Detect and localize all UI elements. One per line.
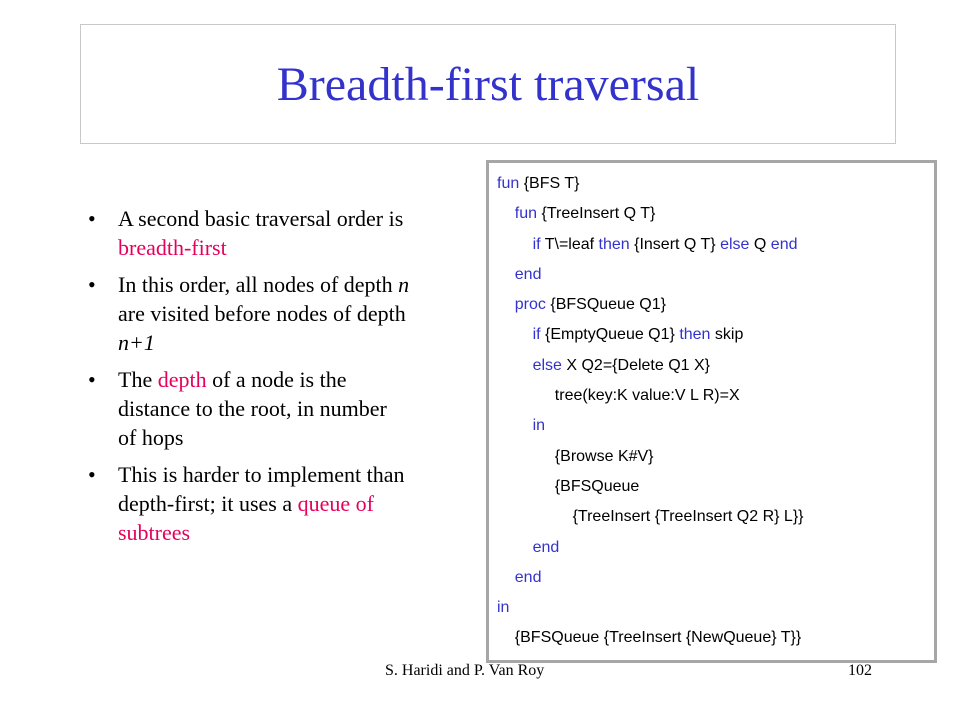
code-line: end bbox=[532, 538, 560, 556]
code-box bbox=[486, 160, 937, 663]
page-number: 102 bbox=[848, 662, 872, 679]
slide-title: Breadth-first traversal bbox=[276, 57, 700, 111]
bullet-item bbox=[80, 460, 410, 547]
bullet-highlight: breadth-first bbox=[118, 235, 227, 260]
code-line: {TreeInsert {TreeInsert Q2 R} L}} bbox=[572, 508, 804, 526]
code-line: in bbox=[532, 417, 546, 435]
bullet-item bbox=[80, 204, 410, 262]
bullet-italic: n bbox=[398, 272, 410, 297]
bullet-text: This is harder to implement than depth-first; it uses a bbox=[118, 462, 405, 516]
bullet-item bbox=[80, 270, 410, 357]
code-line: if T\=leaf then {Insert Q T} else Q end bbox=[532, 235, 798, 253]
bullet-dot: • bbox=[88, 462, 96, 487]
bullet-item bbox=[80, 365, 410, 452]
code-line: {Browse K#V} bbox=[554, 447, 654, 465]
code-line: tree(key:K value:V L R)=X bbox=[554, 387, 740, 405]
bullet-text: of a node is the distance to the root, in number of hops bbox=[118, 367, 387, 450]
bullet-italic: n+1 bbox=[118, 330, 155, 355]
code-line: fun {BFS T} bbox=[497, 175, 580, 192]
code-line: if {EmptyQueue Q1} then skip bbox=[532, 326, 744, 344]
code-line: in bbox=[497, 599, 510, 617]
bullet-dot: • bbox=[88, 367, 96, 392]
footer-author: S. Haridi and P. Van Roy bbox=[385, 662, 545, 679]
bullet-dot: • bbox=[88, 206, 96, 231]
bullet-text: are visited before nodes of depth bbox=[118, 301, 406, 326]
bullet-text: A second basic traversal order is bbox=[118, 206, 404, 231]
code-line: {BFSQueue {TreeInsert {NewQueue} T}} bbox=[514, 629, 802, 647]
bullet-list bbox=[80, 204, 410, 555]
code-line: end bbox=[514, 568, 542, 586]
code-line: end bbox=[514, 265, 542, 283]
code-line: proc {BFSQueue Q1} bbox=[514, 296, 666, 314]
bullet-dot: • bbox=[88, 272, 96, 297]
bullet-highlight: depth bbox=[157, 367, 207, 392]
bullet-highlight: queue of subtrees bbox=[118, 491, 374, 545]
code-line: {BFSQueue bbox=[554, 477, 640, 495]
code-line: fun {TreeInsert Q T} bbox=[514, 205, 656, 223]
code-line: else X Q2={Delete Q1 X} bbox=[532, 356, 711, 374]
title-box bbox=[80, 24, 896, 144]
bullet-text: In this order, all nodes of depth bbox=[118, 272, 399, 297]
bullet-text: The bbox=[118, 367, 158, 392]
